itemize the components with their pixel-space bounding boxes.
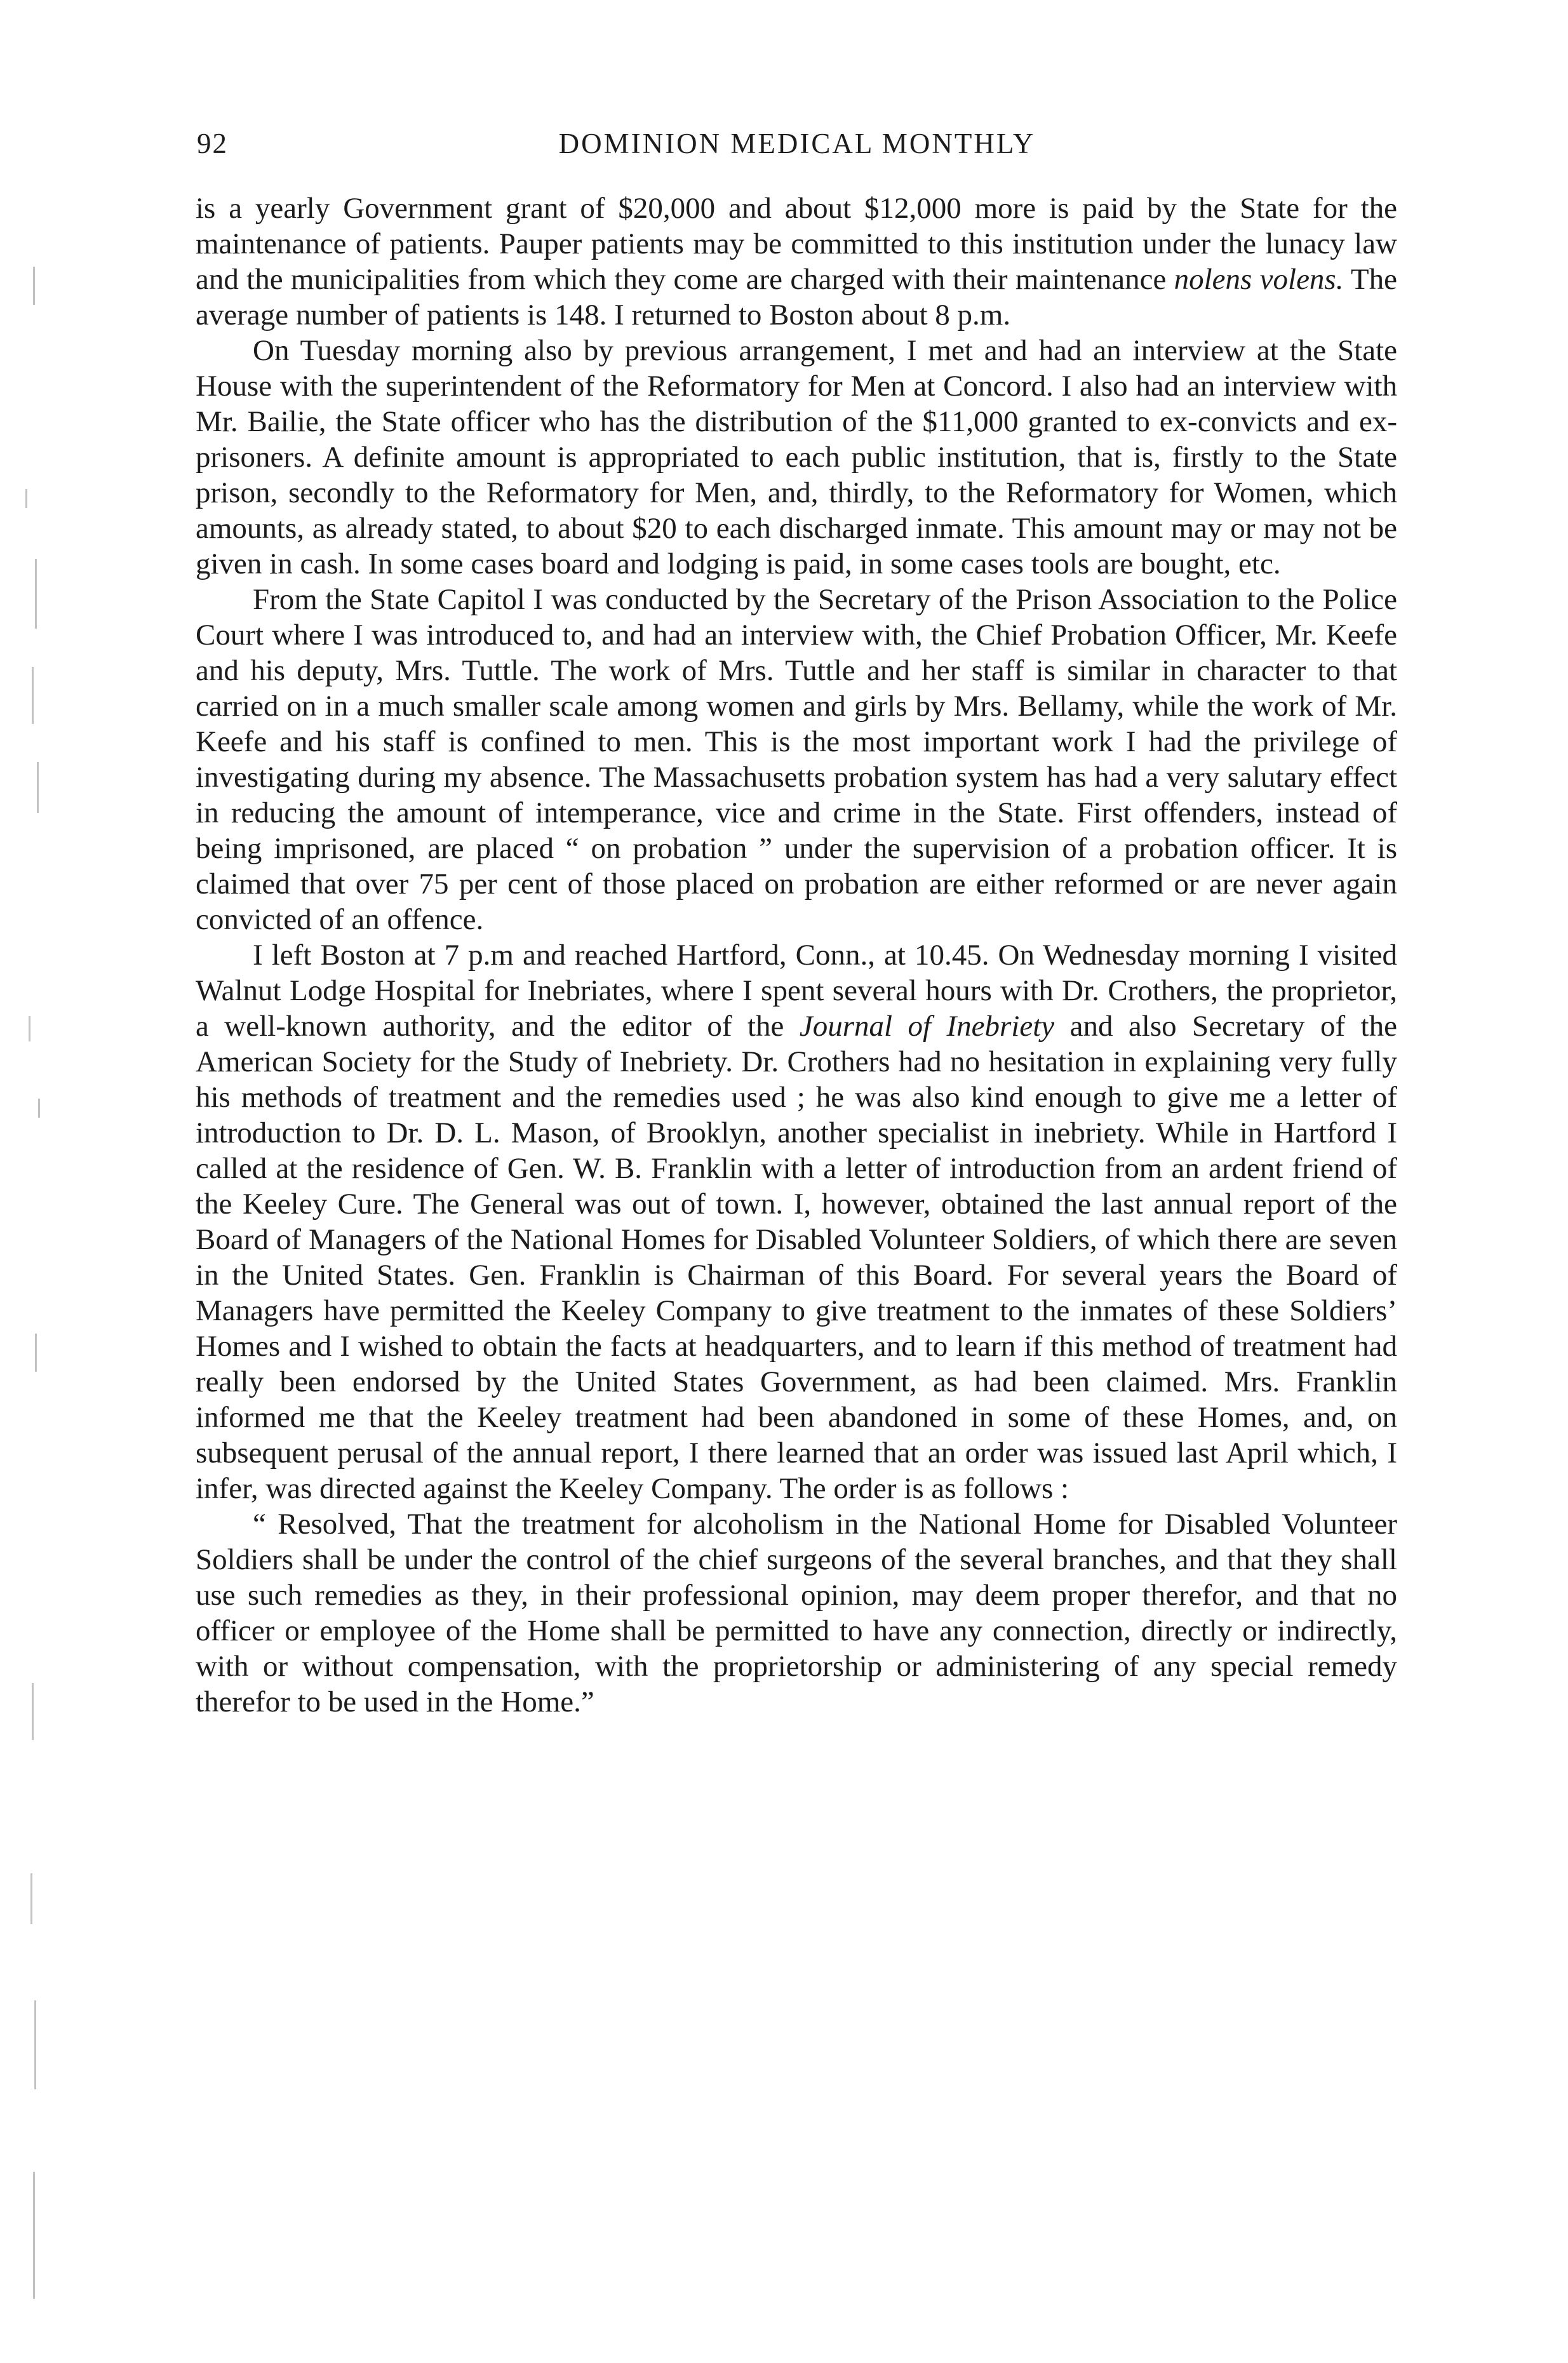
running-head: [197, 127, 1397, 171]
page-number: 92: [197, 128, 228, 159]
scan-margin-marks: [0, 0, 76, 2363]
paragraph-3: From the State Capitol I was conducted by the Secretary of the Prison Association to the Police Court where I was introduced to, and had an interview with, the Chief Probation Officer, Mr. Keefe and his deputy, Mrs. Tuttle. The work of Mrs. Tuttle and her staff is similar in character to that carried on in a much smaller scale among women and girls by Mrs. Bellamy, while the work of Mr. Keefe and his staff is confined to men. This is the most important work I had the privilege of investigating during my absence. The Massachusetts probation system has had a very salutary effect in reducing the amount of intemperance, vice and crime in the State. First offenders, instead of being imprisoned, are placed “ on probation ” under the supervision of a probation officer. It is claimed that over 75 per cent of those placed on probation are either reformed or are never again convicted of an offence.: [196, 583, 1397, 936]
paragraph-1-italic: nolens volens.: [1174, 263, 1344, 296]
paragraph-4-text-a: I left Boston at 7 p.m and reached Hartford, Conn., at 10.45. On Wednesday morning I visited Walnut Lodge Hospital for Inebriates, where I spent several hours with Dr. Crothers, the proprietor, a well-known authority, and the editor of the: [196, 939, 1397, 1043]
paragraph-1: [196, 191, 1397, 333]
paragraph-1-text: is a yearly Government grant of $20,000 and about $12,000 more is paid by the State for the maintenance of patients. Pauper patients may be committed to this institution under the lunacy law and the municipalities from which they come are charged with their maintenance: [196, 192, 1397, 296]
paragraph-2: On Tuesday morning also by previous arrangement, I met and had an interview at the State House with the superintendent of the Reformatory for Men at Concord. I also had an interview with Mr. Bailie, the State officer who has the distribution of the $11,000 granted to ex-convicts and ex-prisoners. A definite amount is appropriated to each public institution, that is, firstly to the State prison, secondly to the Reformatory for Men, and, thirdly, to the Reformatory for Women, which amounts, as already stated, to about $20 to each discharged inmate. This amount may or may not be given in cash. In some cases board and lodging is paid, in some cases tools are bought, etc.: [196, 334, 1397, 580]
article-body: [196, 191, 1397, 1720]
resolution-quote: “ Resolved, That the treatment for alcoholism in the National Home for Disabled Volunteer Soldiers shall be under the control of the chief surgeons of the several branches, and that they shall use such remedies as they, in their professional opinion, may deem proper therefor, and that no officer or employee of the Home shall be permitted to have any connection, directly or indirectly, with or without compensation, with the proprietorship or administering of any special remedy therefor to be used in the Home.”: [196, 1508, 1397, 1718]
paragraph-4: [196, 937, 1397, 1506]
paragraph-1-end: The average number of patients is 148. I returned to Boston about 8 p.m.: [196, 263, 1397, 331]
running-title: DOMINION MEDICAL MONTHLY: [558, 128, 1036, 159]
journal-title: Journal of Inebriety: [799, 1010, 1055, 1043]
paragraph-4-text-b: and also Secretary of the American Society for the Study of Inebriety. Dr. Crothers had no hesitation in explaining very fully his methods of treatment and the remedies used ; he was also kind enough to give me a letter of introduction to Dr. D. L. Mason, of Brooklyn, another specialist in inebriety. While in Hartford I called at the residence of Gen. W. B. Franklin with a letter of introduction from an ardent friend of the Keeley Cure. The General was out of town. I, however, obtained the last annual report of the Board of Managers of the National Homes for Disabled Volunteer Soldiers, of which there are seven in the United States. Gen. Franklin is Chairman of this Board. For several years the Board of Managers have permitted the Keeley Company to give treatment to the inmates of these Soldiers’ Homes and I wished to obtain the facts at headquarters, and to learn if this method of treatment had really been endorsed by the United States Government, as had been claimed. Mrs. Franklin informed me that the Keeley treatment had been abandoned in some of these Homes, and, on subsequent perusal of the annual report, I there learned that an order was issued last April which, I infer, was directed against the Keeley Company. The order is as follows :: [196, 1010, 1397, 1505]
